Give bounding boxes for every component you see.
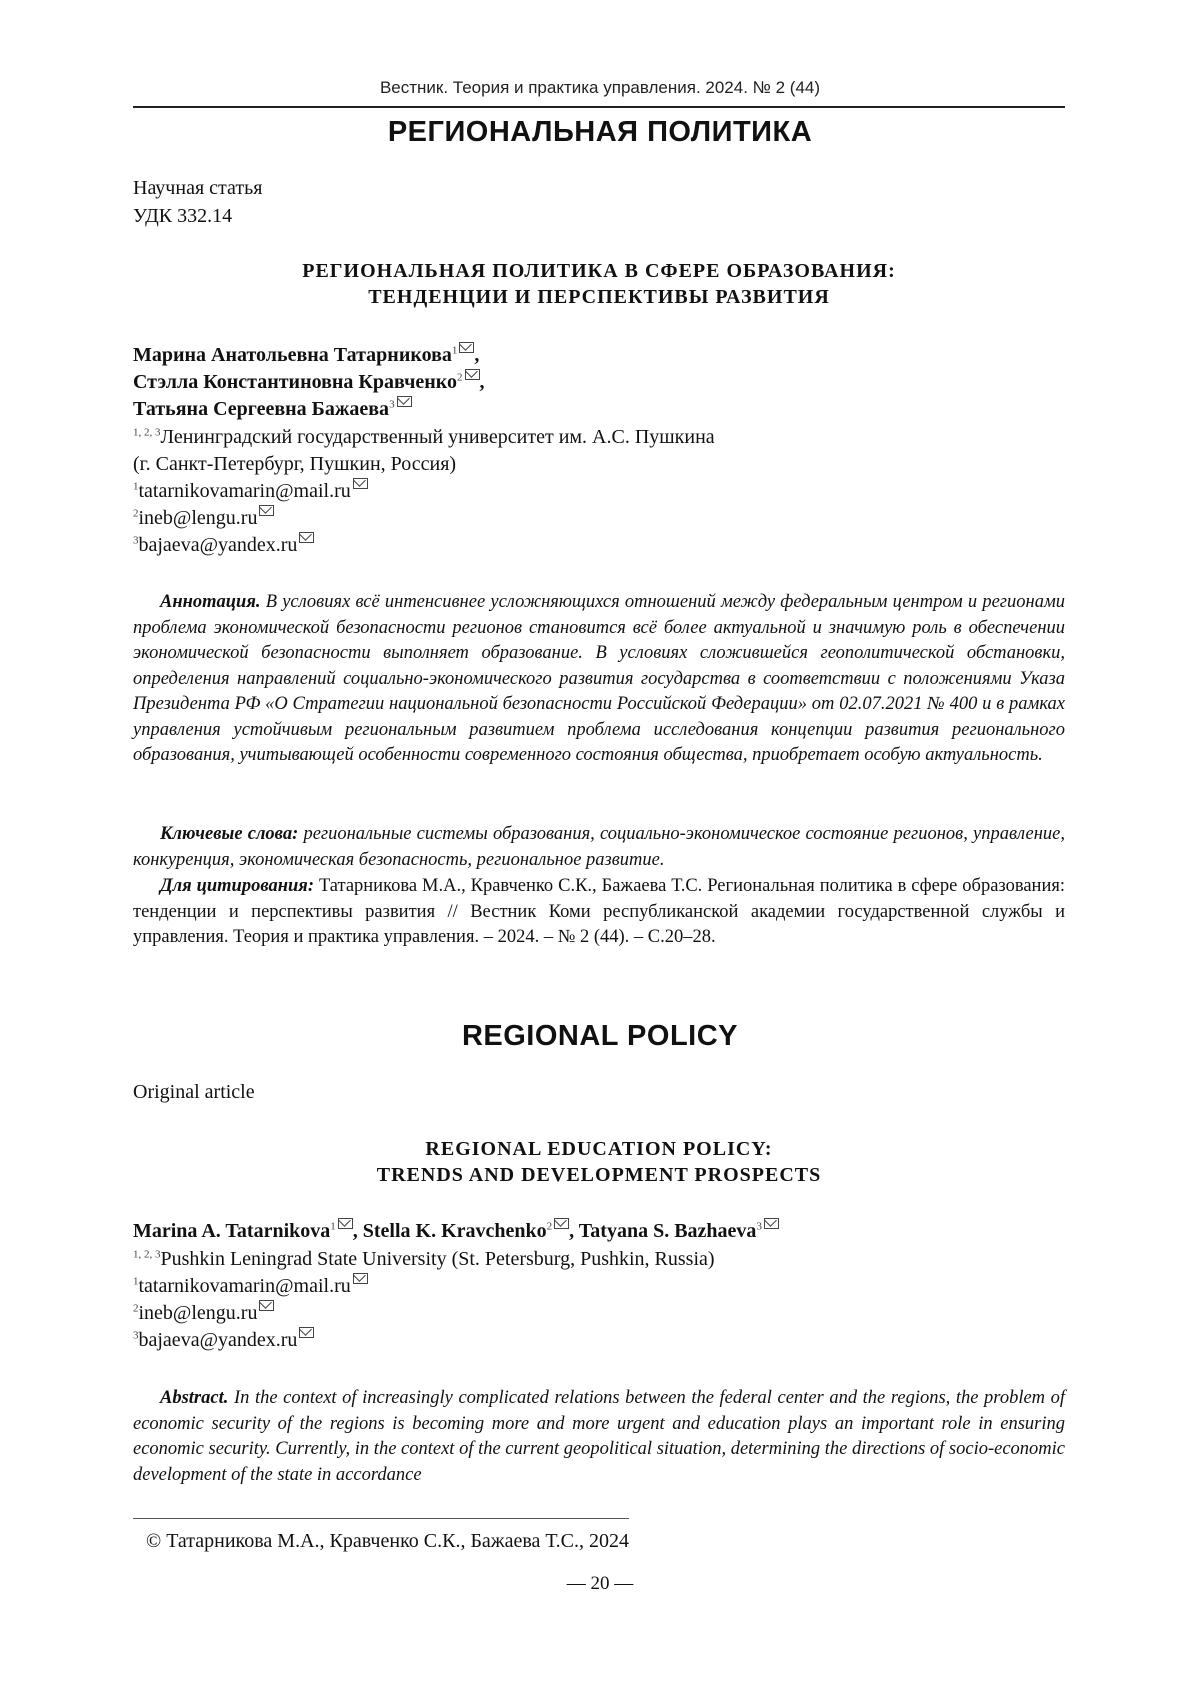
affiliation-en (133, 1247, 715, 1272)
citation-label: Для цитирования: (160, 876, 314, 896)
keywords-ru (133, 822, 1065, 873)
author-ru-1 (133, 342, 479, 368)
mail-icon (764, 1218, 779, 1229)
copyright-footnote: © Татарникова М.А., Кравченко С.К., Бажаева Т.С., 2024 (146, 1530, 629, 1553)
author-sup: 1 (330, 1220, 336, 1232)
email-sup: 1 (133, 480, 139, 492)
mail-icon (459, 342, 474, 353)
author-sup: 2 (457, 371, 463, 383)
email-en-3 (133, 1328, 314, 1353)
abstract-label: Abstract. (160, 1388, 228, 1408)
article-type-en: Original article (133, 1080, 255, 1105)
paper-title-ru (133, 258, 1065, 310)
mail-icon (554, 1218, 569, 1229)
mail-icon (353, 478, 368, 489)
mail-icon (338, 1218, 353, 1229)
mail-icon (397, 396, 412, 407)
mail-icon (299, 532, 314, 543)
author-ru-3 (133, 396, 412, 422)
author-sup: 3 (389, 398, 395, 410)
email-address[interactable]: tatarnikovamarin@mail.ru (139, 480, 351, 502)
page (0, 0, 1200, 1698)
page-number: — 20 — (0, 1573, 1200, 1595)
email-address[interactable]: bajaeva@yandex.ru (139, 534, 298, 556)
running-head: Вестник. Теория и практика управления. 2024. № 2 (44) (0, 78, 1200, 98)
author-sup: 3 (756, 1220, 762, 1232)
mail-icon (353, 1273, 368, 1284)
paper-title-en (133, 1136, 1065, 1188)
paper-title-ru-line2: ТЕНДЕНЦИИ И ПЕРСПЕКТИВЫ РАЗВИТИЯ (133, 284, 1065, 310)
article-type-ru: Научная статья (133, 176, 262, 201)
paper-title-en-line2: TRENDS AND DEVELOPMENT PROSPECTS (133, 1162, 1065, 1188)
affiliation-sup: 1, 2, 3 (133, 426, 161, 438)
affiliation-ru-line1 (133, 425, 715, 450)
abstract-label: Аннотация. (160, 592, 261, 612)
author-sup: 1 (452, 344, 458, 356)
paper-title-ru-line1: РЕГИОНАЛЬНАЯ ПОЛИТИКА В СФЕРЕ ОБРАЗОВАНИЯ: (133, 258, 1065, 284)
author-separator: , (569, 1220, 579, 1242)
author-sup: 2 (547, 1220, 553, 1232)
abstract-text: В условиях всё интенсивнее усложняющихся отношений между федеральным центром и регионами проблема экономической безопасности регионов становится всё более актуальной и значимую роль в обеспечении экономической безопасности выполняет образование. В условиях сложившейся геополитической обстановки, определения направлений социально-экономического развития государства в соответствии с положениями Указа Президента РФ «О Стратегии национальной безопасности Российской Федерации» от 02.07.2021 № 400 и в рамках управления устойчивым региональным развитием проблема исследования концепции развития регионального образования, учитывающей особенности современного состояния общества, приобретает особую актуальность. (133, 592, 1065, 765)
section-title-ru: РЕГИОНАЛЬНАЯ ПОЛИТИКА (0, 116, 1200, 149)
author-name: Marina A. Tatarnikova (133, 1220, 330, 1242)
email-sup: 3 (133, 534, 139, 546)
authors-en (133, 1218, 779, 1244)
affiliation-sup: 1, 2, 3 (133, 1248, 161, 1260)
author-separator: , (353, 1220, 363, 1242)
email-en-1 (133, 1274, 368, 1299)
citation-ru (133, 874, 1065, 951)
email-sup: 2 (133, 1302, 139, 1314)
author-name: Татьяна Сергеевна Бажаева (133, 398, 389, 420)
author-name: Стэлла Константиновна Кравченко (133, 371, 457, 393)
email-sup: 2 (133, 507, 139, 519)
email-address[interactable]: tatarnikovamarin@mail.ru (139, 1275, 351, 1297)
mail-icon (299, 1327, 314, 1338)
abstract-en (133, 1386, 1065, 1488)
mail-icon (465, 369, 480, 380)
udc: УДК 332.14 (133, 204, 232, 229)
email-en-2 (133, 1301, 274, 1326)
keywords-text: региональные системы образования, социально-экономическое состояние регионов, управление, конкуренция, экономическая безопасность, региональное развитие. (133, 824, 1065, 870)
author-name: Tatyana S. Bazhaeva (579, 1220, 757, 1242)
keywords-label: Ключевые слова: (160, 824, 298, 844)
section-title-en: REGIONAL POLICY (0, 1020, 1200, 1053)
affiliation-ru-line2: (г. Санкт-Петербург, Пушкин, Россия) (133, 452, 456, 477)
author-ru-2 (133, 369, 485, 395)
email-sup: 1 (133, 1275, 139, 1287)
author-separator: , (474, 344, 479, 366)
email-sup: 3 (133, 1329, 139, 1341)
mail-icon (259, 1300, 274, 1311)
email-ru-3 (133, 533, 314, 558)
email-address[interactable]: bajaeva@yandex.ru (139, 1329, 298, 1351)
author-name: Stella K. Kravchenko (363, 1220, 547, 1242)
email-address[interactable]: ineb@lengu.ru (139, 1302, 258, 1324)
author-name: Марина Анатольевна Татарникова (133, 344, 452, 366)
author-separator: , (480, 371, 485, 393)
affiliation-text: Ленинградский государственный университет им. А.С. Пушкина (161, 426, 715, 448)
citation-text: Татарникова М.А., Кравченко С.К., Бажаева Т.С. Региональная политика в сфере образования: тенденции и перспективы развития // Вестник Коми республиканской академии государственной службы и управления. Теория и практика управления. – 2024. – № 2 (44). – С.20–28. (133, 876, 1065, 947)
abstract-ru (133, 590, 1065, 769)
paper-title-en-line1: REGIONAL EDUCATION POLICY: (133, 1136, 1065, 1162)
affiliation-text: Pushkin Leningrad State University (St. Petersburg, Pushkin, Russia) (161, 1248, 715, 1270)
email-ru-2 (133, 506, 274, 531)
footnote-rule (133, 1518, 629, 1519)
header-rule (133, 106, 1065, 108)
email-address[interactable]: ineb@lengu.ru (139, 507, 258, 529)
mail-icon (259, 505, 274, 516)
email-ru-1 (133, 479, 368, 504)
abstract-text: In the context of increasingly complicated relations between the federal center and the regions, the problem of economic security of the regions is becoming more and more urgent and education plays an important role in ensuring economic security. Currently, in the context of the current geopolitical situation, determining the directions of socio-economic development of the state in accordance (133, 1388, 1065, 1485)
